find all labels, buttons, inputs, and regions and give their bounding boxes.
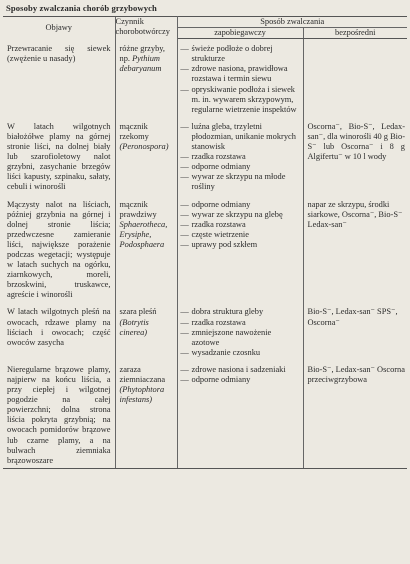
cause-text: różne grzyby, np. bbox=[119, 43, 165, 63]
preventive-item: — zdrowe nasiona i sadzeniaki bbox=[180, 364, 286, 374]
preventive-item: — rzadka rozstawa bbox=[180, 219, 246, 229]
preventive-item: — zdrowe nasiona, prawidłowa rozstawa i termin siewu bbox=[180, 64, 288, 84]
direct-cell: napar ze skrzypu, środki siarkowe, Oscorna⁻, Bio-S⁻ Ledax-san⁻ bbox=[307, 199, 403, 229]
disease-table bbox=[3, 16, 407, 469]
preventive-item: — dobra struktura gleby bbox=[180, 307, 264, 317]
symptoms-cell: Przewracanie się siewek (zwężenie u nasady) bbox=[7, 43, 111, 63]
preventive-item: — uprawy pod szkłem bbox=[180, 239, 258, 249]
cause-text: mącznik rzekomy bbox=[119, 121, 149, 141]
table-row bbox=[3, 117, 407, 195]
table-title: Sposoby zwalczania chorób grzybowych bbox=[6, 3, 157, 13]
direct-cell: Bio-S⁻, Ledax-san⁻ SPS⁻, Oscorna⁻ bbox=[307, 307, 398, 327]
preventive-item: — luźna gleba, trzyletni płodozmian, unikanie mokrych stanowisk bbox=[180, 121, 296, 152]
header-methods: Sposób zwalczania bbox=[177, 17, 407, 28]
preventive-item: — zmniejszone nawożenie azotowe bbox=[180, 327, 272, 347]
cause-text: mącznik prawdziwy bbox=[119, 199, 157, 219]
header-preventive: zapobiegawczy bbox=[177, 28, 303, 39]
preventive-item: — odporne odmiany bbox=[180, 199, 251, 209]
direct-cell: Oscorna⁻, Bio-S⁻, Ledax-san⁻, dla winorośli 40 g Bio-S⁻ lub Oscorna⁻ i 8 g Algifertu⁻ w 10 l wody bbox=[307, 121, 405, 162]
table-row bbox=[3, 39, 407, 117]
table-row bbox=[3, 360, 407, 468]
preventive-item: — świeże podłoże o dobrej strukturze bbox=[180, 44, 273, 64]
cause-text: zaraza ziemniaczana bbox=[119, 364, 166, 384]
cause-latin: (Phytophtora infestans) bbox=[119, 385, 165, 405]
header-cause: Czynnik chorobotwórczy bbox=[115, 17, 177, 39]
cause-latin: (Peronospora) bbox=[119, 142, 169, 152]
preventive-item: — częste wietrzenie bbox=[180, 229, 249, 239]
cause-latin: Sphaerotheca, Erysiphe, Podosphaera bbox=[119, 219, 168, 249]
preventive-item: — odporne odmiany bbox=[180, 162, 251, 172]
table-row bbox=[3, 302, 407, 359]
preventive-item: — rzadka rozstawa bbox=[180, 317, 246, 327]
cause-latin: (Botrytis cinerea) bbox=[119, 317, 149, 337]
preventive-item: — wywar ze skrzypu na młode rośliny bbox=[180, 172, 286, 192]
preventive-item: — rzadka rozstawa bbox=[180, 152, 246, 162]
symptoms-cell: Nieregularne brązowe plamy, najpierw na końcu liścia, a przy ciepłej i wilgotnej pogodzie na całej powierzchni; dolna strona liścia pokryta grzybnią; na owocach pomidorów brązowe lub czarne plamy, a na bulwach ziemniaka brązowoszare bbox=[7, 364, 111, 465]
preventive-item: — opryskiwanie podłoża i siewek m. in. wywarem skrzypowym, regularne wietrzenie inspektów bbox=[180, 84, 297, 114]
symptoms-cell: W latach wilgotnych pleśń na owocach, rdzawe plamy na liściach i owocach; część owoców zasycha bbox=[7, 307, 111, 347]
table-row bbox=[3, 195, 407, 303]
preventive-item: — odporne odmiany bbox=[180, 375, 251, 384]
cause-text: szara pleśń bbox=[119, 307, 157, 317]
preventive-item: — wywar ze skrzypu na glebę bbox=[180, 209, 283, 219]
symptoms-cell: W latach wilgotnych białożółwe plamy na górnej stronie liści, na dolnej biały lub szarofioletowy nalot grzybni, zasychanie brzegów liści kapusty, szpinaku, sałaty, cebuli i winorośli bbox=[7, 121, 111, 192]
direct-cell: Bio-S⁻, Ledax-san⁻ Oscorna przeciwgrzybowa bbox=[307, 364, 405, 384]
cause-latin: Pythium debaryanum bbox=[119, 53, 162, 73]
header-symptoms: Objawy bbox=[3, 17, 115, 39]
preventive-item: — wysadzanie czosnku bbox=[180, 347, 261, 357]
symptoms-cell: Mączysty nalot na liściach, później grzybnia na górnej i dolnej stronie liścia; przedwczesne zamieranie liści, największe porażenie podczas wegetacji; występuje w latach suchych na ogórku, ziarnkowych, moreli, brzoskwini, truskawce, agreście i winorośli bbox=[7, 199, 111, 300]
header-direct: bezpośredni bbox=[303, 28, 407, 39]
